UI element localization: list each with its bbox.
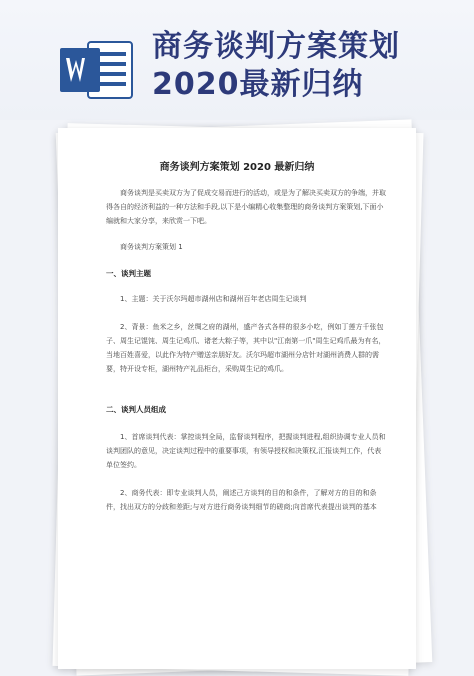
- word-doc-icon: [58, 38, 136, 102]
- document-subtitle: 商务谈判方案策划 1: [120, 243, 183, 251]
- section2-heading: 二、谈判人员组成: [106, 405, 166, 414]
- section1-paragraph2: 2、背景：鱼米之乡，丝绸之府的湖州，盛产各式各样的很多小吃，例如丁莲方千张包子、周生记馄饨、周生记鸡爪、诸老大粽子等，其中以"江南第一爪"周生记鸡爪最为有名，当地百姓喜爱，以此作为特产赠送亲朋好友。沃尔玛超市湖州分店针对湖州消费人群的需要，特开设专柜，湖州特产礼品柜台，采购周生记的鸡爪。: [106, 323, 386, 373]
- section2-paragraph1: 1、首席谈判代表：掌控谈判全局，监督谈判程序，把握谈判进程,组织协调专业人员和谈判团队的意见，决定谈判过程中的重要事项，有领导授权和决策权,汇报谈判工作，代表单位签约。: [106, 433, 386, 469]
- section1-heading: 一、谈判主题: [106, 269, 151, 278]
- document-title: 商务谈判方案策划 2020 最新归纳: [159, 162, 315, 173]
- banner-title-line1: 商务谈判方案策划: [152, 29, 400, 64]
- banner-title: [152, 28, 462, 104]
- document-page: [58, 128, 416, 669]
- intro-paragraph: 商务谈判是买卖双方为了促成交易而进行的活动，或是为了解决买卖双方的争端，并取得各自的经济利益的一种方法和手段,以下是小编精心收集整理的商务谈判方案策划,下面小编就和大家分享，来欣赏一下吧。: [106, 189, 386, 225]
- section2-paragraph2: 2、商务代表：即专业谈判人员，阐述己方谈判的目的和条件，了解对方的目的和条件，找出双方的分歧和差距;与对方进行商务谈判细节的磋商;向首席代表提出谈判的基本: [106, 489, 377, 511]
- section1-paragraph1: 1、主题：关于沃尔玛超市湖州店和湖州百年老店周生记谈判: [120, 295, 307, 303]
- banner-title-line2: 2020最新归纳: [152, 67, 364, 102]
- banner: [0, 0, 474, 120]
